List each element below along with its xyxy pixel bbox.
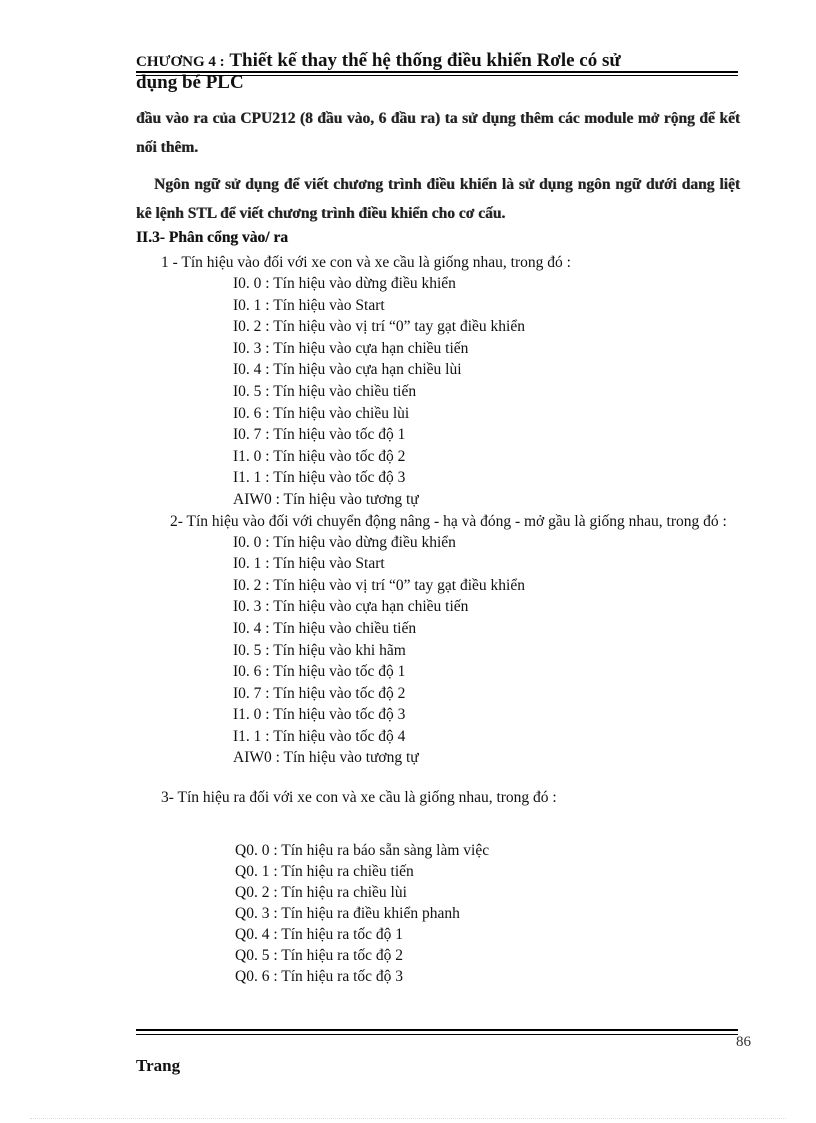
list-item: I1. 0 : Tín hiệu vào tốc độ 3 bbox=[233, 706, 406, 724]
intro-paragraph-1: đầu vào ra của CPU212 (8 đầu vào, 6 đầu ra) ta sử dụng thêm các module mở rộng để kết nối thêm. bbox=[136, 110, 740, 156]
list-item: I0. 0 : Tín hiệu vào dừng điều khiển bbox=[233, 275, 456, 292]
group1-list bbox=[136, 273, 740, 511]
list-item: Q0. 6 : Tín hiệu ra tốc độ 3 bbox=[235, 968, 404, 986]
list-item: I1. 1 : Tín hiệu vào tốc độ 4 bbox=[233, 727, 406, 745]
page-number: 86 bbox=[736, 1034, 751, 1050]
list-item: Q0. 5 : Tín hiệu ra tốc độ 2 bbox=[235, 947, 404, 965]
header-title-text: Thiết kế thay thế hệ thống điều khiển Rơle có sử bbox=[229, 50, 621, 71]
list-item: I0. 4 : Tín hiệu vào chiều tiến bbox=[233, 619, 417, 637]
header-title bbox=[136, 50, 738, 73]
list-item: I0. 7 : Tín hiệu vào tốc độ 2 bbox=[233, 684, 406, 702]
group3-list bbox=[136, 840, 740, 987]
group2-heading-text: 2- Tín hiệu vào đối với chuyển động nâng - hạ và đóng - mở gầu là giống nhau, trong đó : bbox=[170, 512, 727, 530]
list-item: I0. 2 : Tín hiệu vào vị trí “0” tay gạt điều khiển bbox=[233, 576, 525, 594]
list-item: Q0. 4 : Tín hiệu ra tốc độ 1 bbox=[235, 926, 404, 944]
list-item: I0. 0 : Tín hiệu vào dừng điều khiển bbox=[233, 533, 456, 551]
group1-heading: 1 - Tín hiệu vào đối với xe con và xe cầu là giống nhau, trong đó : bbox=[161, 254, 571, 271]
page-body bbox=[136, 104, 740, 987]
list-item: I0. 4 : Tín hiệu vào cựa hạn chiều lùi bbox=[233, 361, 462, 379]
page-bottom-divider bbox=[30, 1118, 786, 1119]
header-title-line2: dụng bé PLC bbox=[136, 72, 244, 93]
header-rule-thin bbox=[136, 75, 738, 76]
list-item: I1. 1 : Tín hiệu vào tốc độ 3 bbox=[233, 469, 406, 487]
list-item: AIW0 : Tín hiệu vào tương tự bbox=[233, 749, 419, 767]
list-item: Q0. 0 : Tín hiệu ra báo sẵn sàng làm việc bbox=[235, 842, 490, 860]
list-item: I0. 5 : Tín hiệu vào khi hãm bbox=[233, 641, 406, 659]
list-item: I0. 3 : Tín hiệu vào cựa hạn chiều tiến bbox=[233, 598, 469, 616]
list-item: I0. 1 : Tín hiệu vào Start bbox=[233, 296, 385, 314]
list-item: I0. 7 : Tín hiệu vào tốc độ 1 bbox=[233, 426, 406, 444]
list-item: I0. 2 : Tín hiệu vào vị trí “0” tay gạt điều khiển bbox=[233, 318, 525, 336]
section-title: II.3- Phân cổng vào/ ra bbox=[136, 229, 288, 246]
footer-rule-thin bbox=[136, 1034, 738, 1035]
list-item: Q0. 3 : Tín hiệu ra điều khiển phanh bbox=[235, 905, 460, 923]
footer-label: Trang bbox=[136, 1056, 181, 1075]
list-item: I0. 6 : Tín hiệu vào chiều lùi bbox=[233, 404, 410, 422]
list-item: I0. 6 : Tín hiệu vào tốc độ 1 bbox=[233, 663, 406, 681]
header-chapter: CHƯƠNG 4 : bbox=[136, 54, 225, 70]
group2-heading bbox=[136, 511, 740, 532]
list-item: I0. 3 : Tín hiệu vào cựa hạn chiều tiến bbox=[233, 339, 469, 357]
intro-paragraph-2: Ngôn ngữ sử dụng để viết chương trình điều khiển là sử dụng ngôn ngữ dưới dang liệt kê lệnh STL để viết chương trình điều khiển cho cơ cấu. bbox=[136, 176, 740, 222]
list-item: I1. 0 : Tín hiệu vào tốc độ 2 bbox=[233, 447, 406, 465]
list-item: I0. 1 : Tín hiệu vào Start bbox=[233, 555, 385, 573]
list-item: Q0. 2 : Tín hiệu ra chiều lùi bbox=[235, 884, 407, 902]
group3-heading: 3- Tín hiệu ra đối với xe con và xe cầu là giống nhau, trong đó : bbox=[161, 789, 557, 807]
list-item: AIW0 : Tín hiệu vào tương tự bbox=[233, 490, 419, 508]
header-rule-thick bbox=[136, 71, 738, 73]
list-item: I0. 5 : Tín hiệu vào chiều tiến bbox=[233, 382, 417, 400]
group2-list bbox=[136, 532, 740, 770]
footer-rule-thick bbox=[136, 1029, 738, 1031]
list-item: Q0. 1 : Tín hiệu ra chiều tiến bbox=[235, 863, 414, 881]
